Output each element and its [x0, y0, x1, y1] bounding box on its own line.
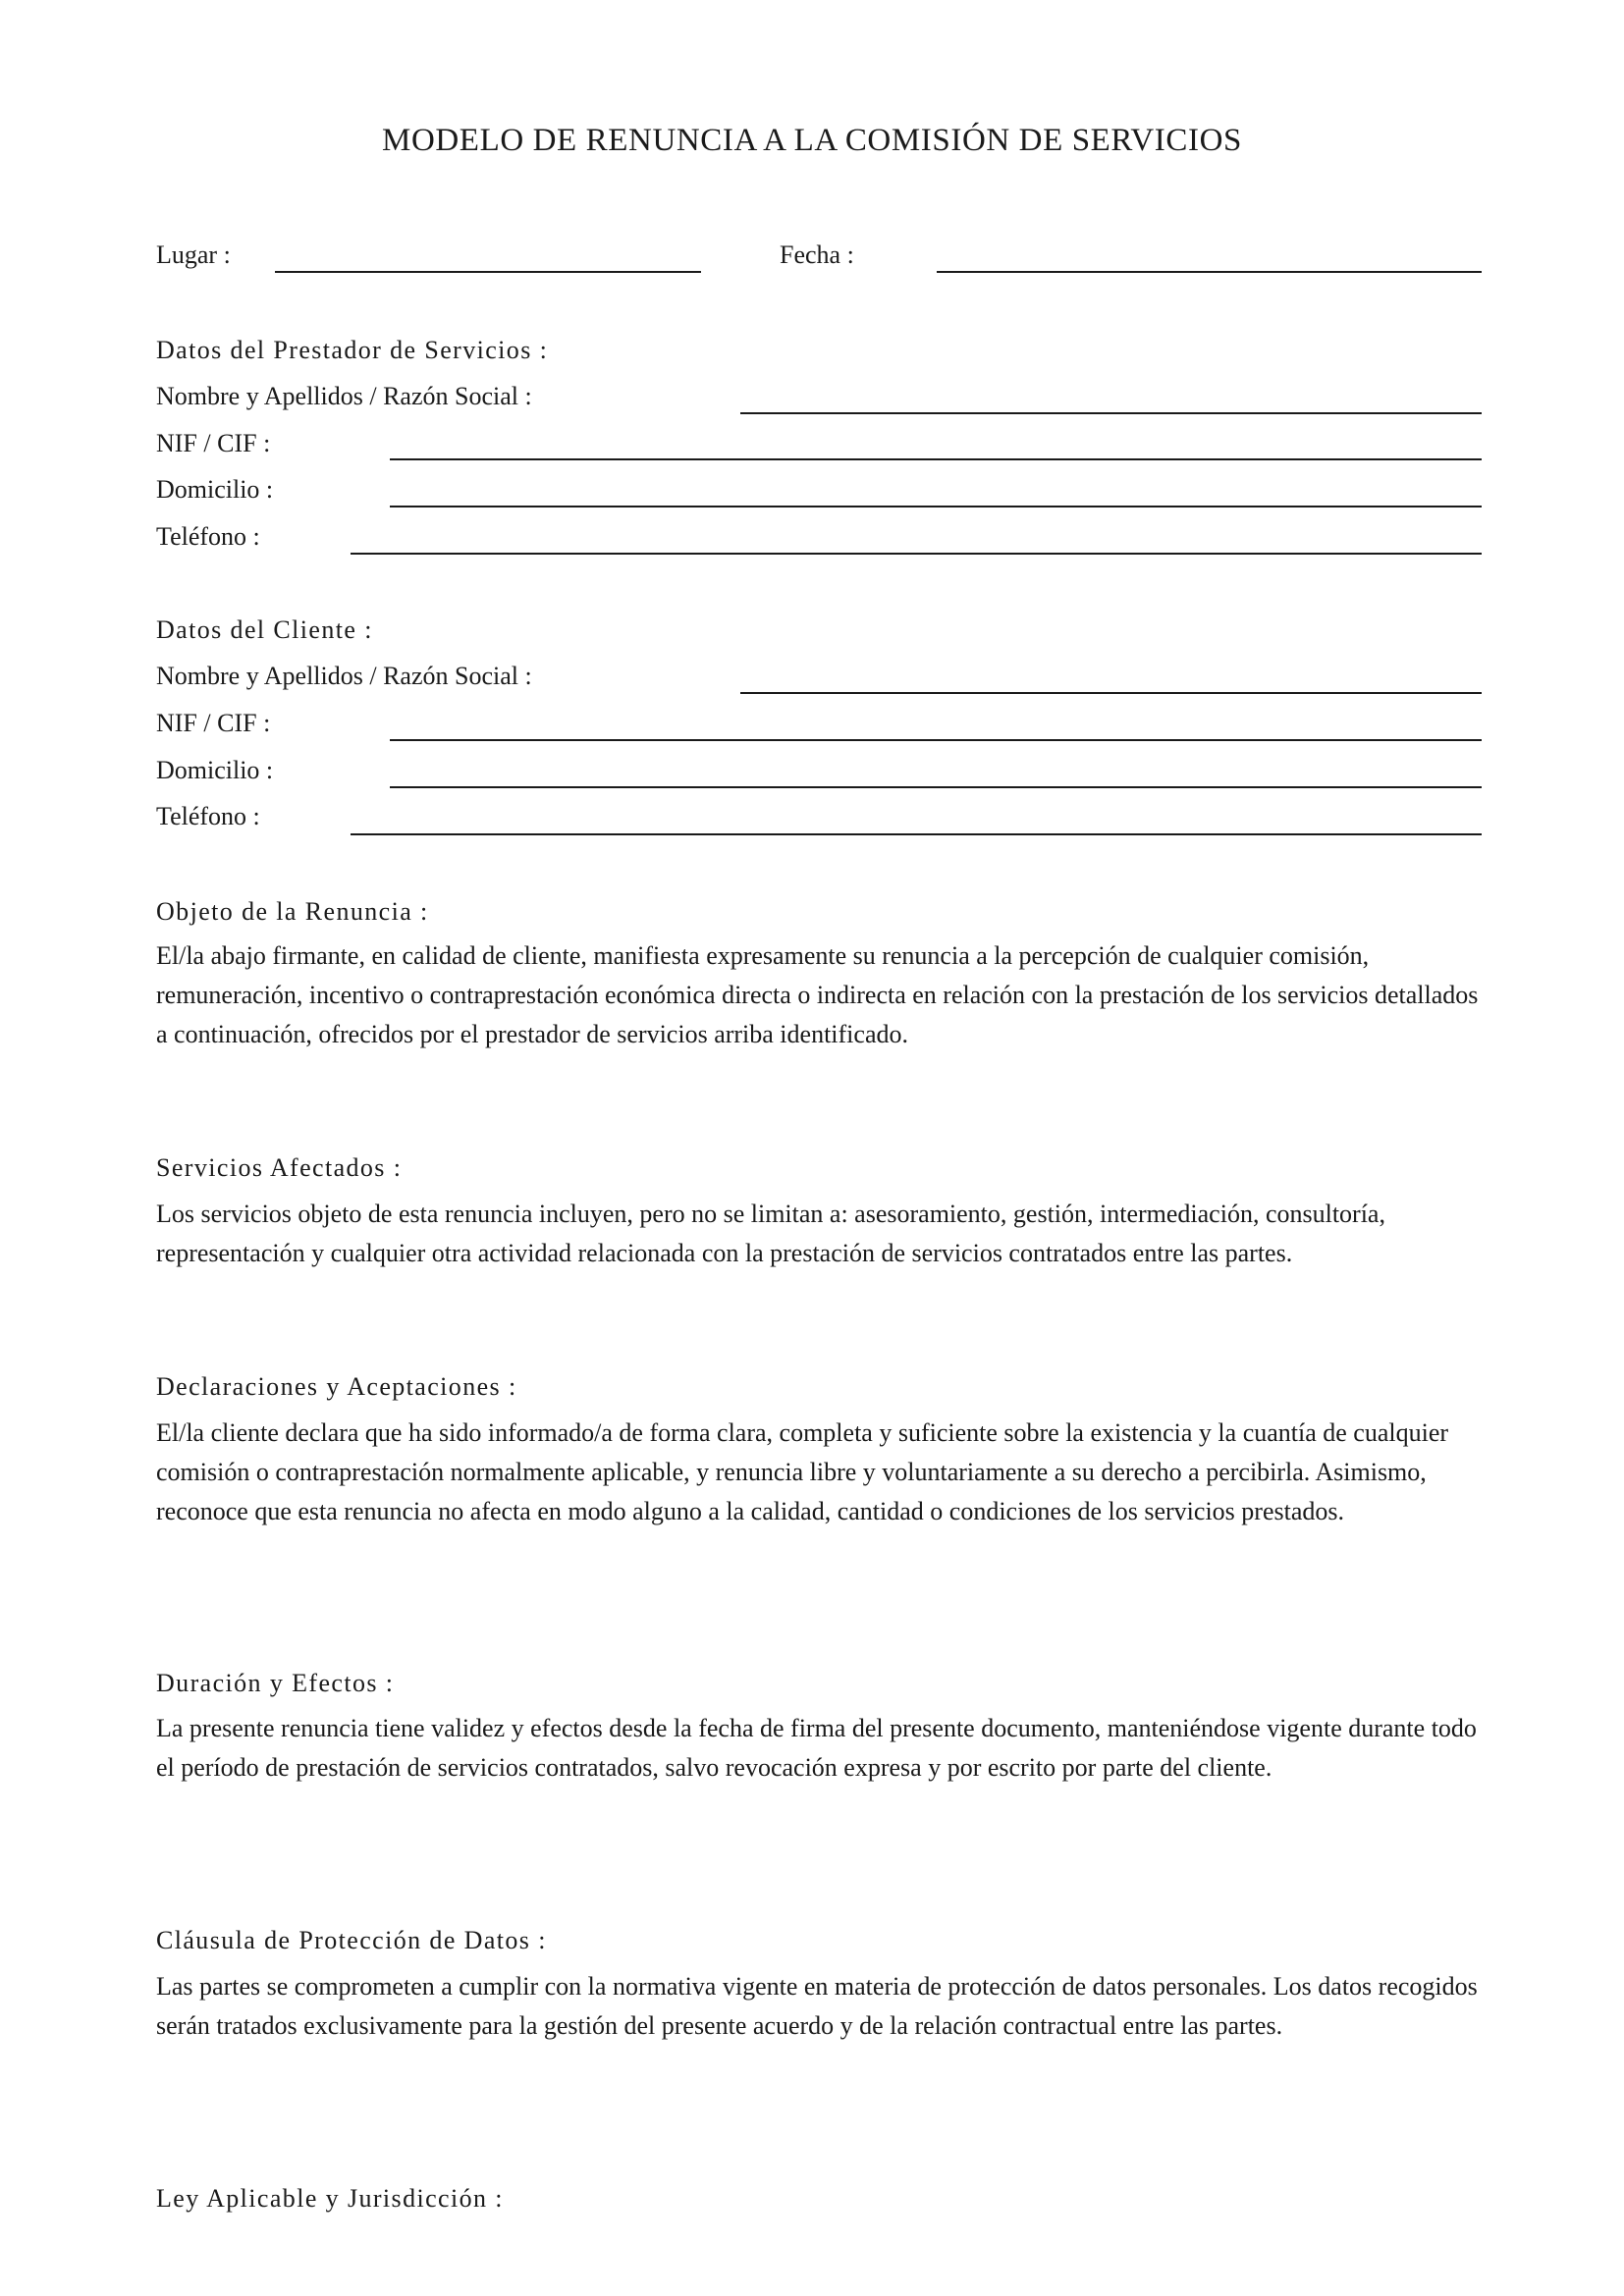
- document-title: MODELO DE RENUNCIA A LA COMISIÓN DE SERVICIOS: [382, 123, 1242, 158]
- data-protection-body: Las partes se comprometen a cumplir con la normativa vigente en materia de protección de datos personales. Los datos recogidos serán tratados exclusivamente para la gestión del presente acuerdo y de la relación contractual entre las partes.: [156, 1972, 1478, 2040]
- provider-nif-label: NIF / CIF :: [156, 429, 271, 457]
- object-heading: Objeto de la Renuncia :: [156, 897, 429, 926]
- client-name-label: Nombre y Apellidos / Razón Social :: [156, 662, 532, 690]
- declarations-heading: Declaraciones y Aceptaciones :: [156, 1372, 517, 1401]
- duration-heading: Duración y Efectos :: [156, 1669, 395, 1697]
- client-phone-field[interactable]: [351, 833, 1482, 835]
- object-body: El/la abajo firmante, en calidad de cliente, manifiesta expresamente su renuncia a la percepción de cualquier comisión, remuneración, incentivo o contraprestación económica directa o indirecta en relación con la prestación de los servicios detallados a continuación, ofrecidos por el prestador de servicios arriba identificado.: [156, 941, 1479, 1048]
- client-address-label: Domicilio :: [156, 756, 274, 784]
- provider-name-label: Nombre y Apellidos / Razón Social :: [156, 382, 532, 410]
- place-field[interactable]: [275, 271, 701, 273]
- provider-phone-field[interactable]: [351, 553, 1482, 555]
- provider-address-label: Domicilio :: [156, 475, 274, 504]
- date-label: Fecha :: [780, 240, 854, 269]
- provider-heading: Datos del Prestador de Servicios :: [156, 336, 549, 364]
- date-field[interactable]: [937, 271, 1482, 273]
- duration-body: La presente renuncia tiene validez y efectos desde la fecha de firma del presente documento, manteniéndose vigente durante todo el período de prestación de servicios contratados, salvo revocación expresa y por escrito por parte del cliente.: [156, 1714, 1477, 1782]
- declarations-body: El/la cliente declara que ha sido informado/a de forma clara, completa y suficiente sobre la existencia y la cuantía de cualquier comisión o contraprestación normalmente aplicable, y renuncia libre y voluntariamente a su derecho a percibirla. Asimismo, reconoce que esta renuncia no afecta en modo alguno a la calidad, cantidad o condiciones de los servicios prestados.: [156, 1418, 1449, 1525]
- client-phone-label: Teléfono :: [156, 802, 260, 830]
- provider-name-field[interactable]: [740, 412, 1482, 414]
- client-nif-label: NIF / CIF :: [156, 709, 271, 737]
- client-address-field[interactable]: [390, 786, 1482, 788]
- data-protection-heading: Cláusula de Protección de Datos :: [156, 1926, 547, 1954]
- services-body: Los servicios objeto de esta renuncia incluyen, pero no se limitan a: asesoramiento, gestión, intermediación, consultoría, representación y cualquier otra actividad relacionada con la prestación de servicios contratados entre las partes.: [156, 1200, 1385, 1267]
- client-nif-field[interactable]: [390, 739, 1482, 741]
- provider-address-field[interactable]: [390, 506, 1482, 507]
- provider-phone-label: Teléfono :: [156, 522, 260, 551]
- place-label: Lugar :: [156, 240, 231, 269]
- client-name-field[interactable]: [740, 692, 1482, 694]
- law-heading: Ley Aplicable y Jurisdicción :: [156, 2184, 504, 2213]
- client-heading: Datos del Cliente :: [156, 615, 373, 644]
- provider-nif-field[interactable]: [390, 458, 1482, 460]
- services-heading: Servicios Afectados :: [156, 1153, 403, 1182]
